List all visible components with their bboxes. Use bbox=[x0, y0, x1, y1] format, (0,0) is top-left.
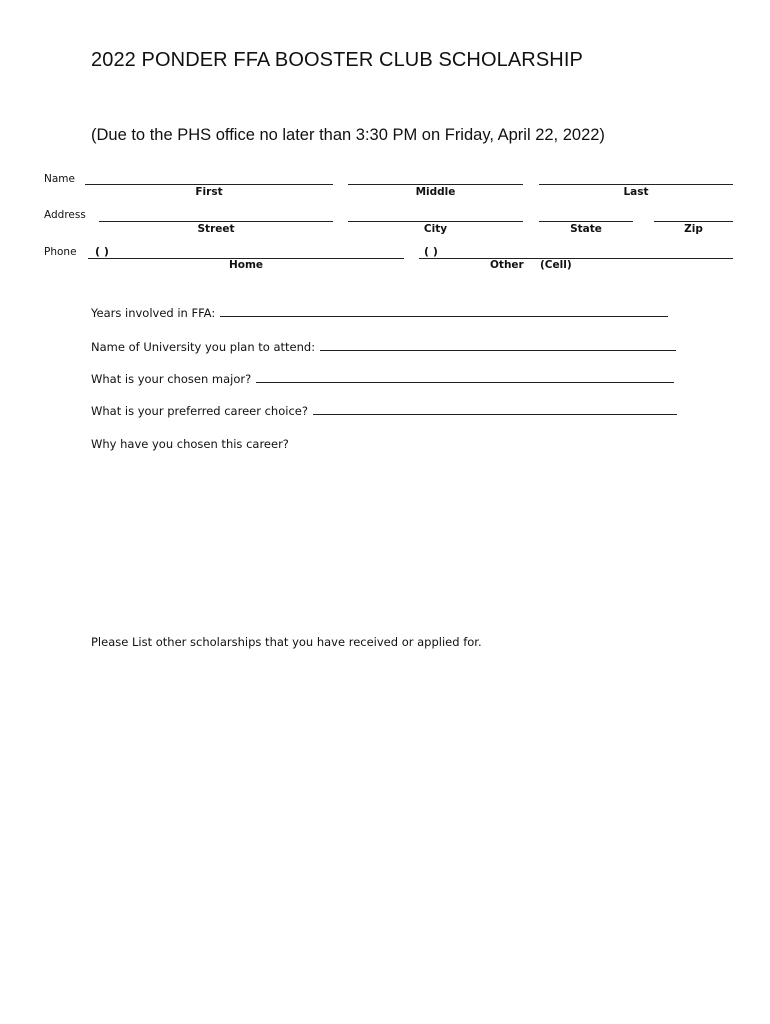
zip-caption: Zip bbox=[684, 223, 703, 235]
middle-name-field[interactable] bbox=[348, 184, 523, 185]
university-question bbox=[91, 340, 676, 354]
state-caption: State bbox=[570, 223, 602, 235]
due-date-note: (Due to the PHS office no later than 3:30 PM on Friday, April 22, 2022) bbox=[91, 126, 605, 144]
major-question bbox=[91, 372, 674, 386]
phone-label: Phone bbox=[44, 246, 77, 258]
why-career-question: Why have you chosen this career? bbox=[91, 437, 289, 451]
city-field[interactable] bbox=[348, 221, 523, 222]
why-career-answer-area[interactable] bbox=[91, 456, 731, 626]
university-label: Name of University you plan to attend: bbox=[91, 340, 316, 354]
other-area-code: ( ) bbox=[424, 245, 438, 258]
cell-caption: (Cell) bbox=[540, 259, 572, 271]
major-label: What is your chosen major? bbox=[91, 372, 252, 386]
career-label: What is your preferred career choice? bbox=[91, 404, 308, 418]
other-scholarships-question: Please List other scholarships that you have received or applied for. bbox=[91, 635, 482, 649]
home-area-code: ( ) bbox=[95, 245, 109, 258]
years-ffa-question bbox=[91, 306, 668, 320]
first-name-field[interactable] bbox=[85, 184, 333, 185]
address-label: Address bbox=[44, 209, 86, 221]
street-caption: Street bbox=[197, 223, 235, 235]
years-ffa-field[interactable] bbox=[220, 306, 668, 317]
first-caption: First bbox=[195, 186, 223, 198]
form-title: 2022 PONDER FFA BOOSTER CLUB SCHOLARSHIP bbox=[91, 49, 583, 71]
zip-field[interactable] bbox=[654, 221, 733, 222]
city-caption: City bbox=[423, 223, 448, 235]
middle-caption: Middle bbox=[415, 186, 456, 198]
name-label: Name bbox=[44, 173, 75, 185]
street-field[interactable] bbox=[99, 221, 333, 222]
university-field[interactable] bbox=[320, 340, 676, 351]
state-field[interactable] bbox=[539, 221, 633, 222]
last-name-field[interactable] bbox=[539, 184, 733, 185]
career-field[interactable] bbox=[313, 404, 677, 415]
other-scholarships-answer-area[interactable] bbox=[91, 655, 731, 955]
home-caption: Home bbox=[228, 259, 264, 271]
major-field[interactable] bbox=[256, 372, 674, 383]
career-question bbox=[91, 404, 677, 418]
other-phone-field[interactable] bbox=[419, 258, 733, 259]
last-caption: Last bbox=[623, 186, 649, 198]
years-ffa-label: Years involved in FFA: bbox=[91, 306, 216, 320]
other-caption: Other bbox=[490, 259, 524, 271]
